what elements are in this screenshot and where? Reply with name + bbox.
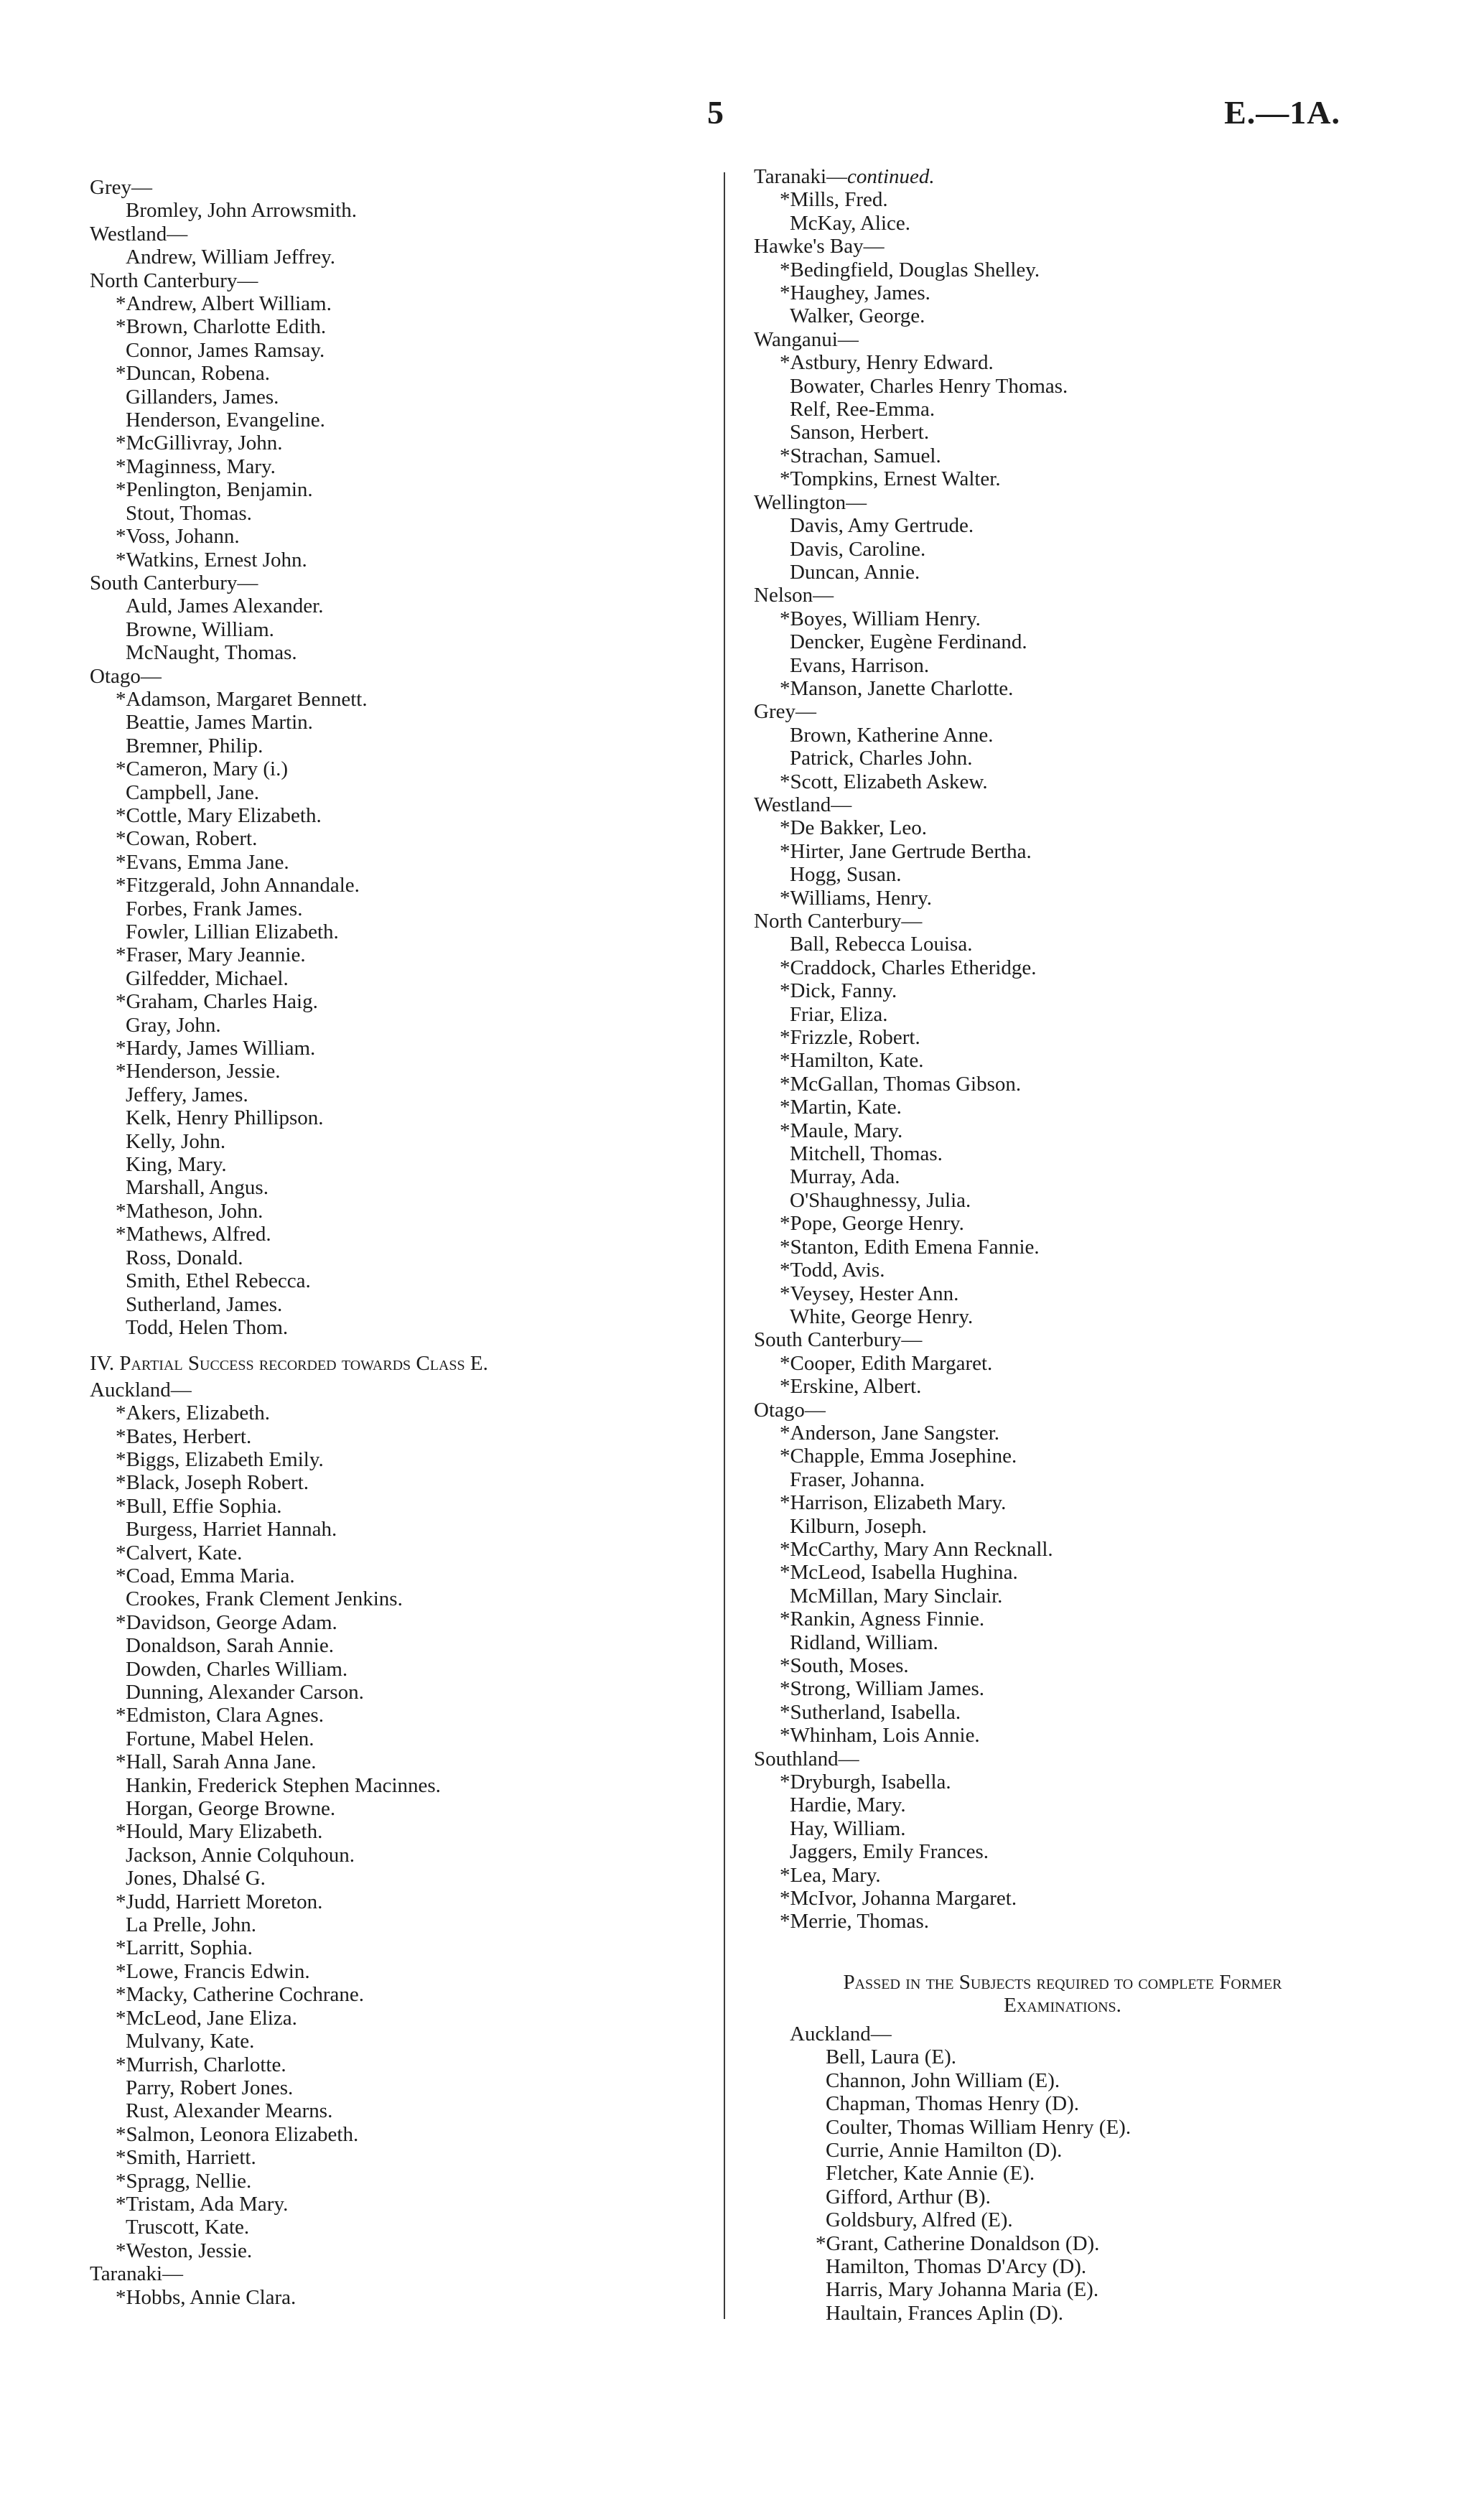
section-iv-numeral: IV. — [90, 1352, 115, 1376]
list-item: Horgan, George Browne. — [126, 1797, 336, 1821]
region-heading — [754, 1399, 1400, 1422]
list-item: Harris, Mary Johanna Maria (E). — [826, 2278, 1099, 2302]
list-item: *Astbury, Henry Edward. — [780, 351, 994, 375]
region-heading — [754, 1328, 1400, 1351]
list-item: *Tristam, Ada Mary. — [116, 2192, 289, 2216]
list-item: *Manson, Janette Charlotte. — [780, 676, 1014, 700]
document-code: E.—1A. — [1224, 94, 1340, 131]
region-heading — [90, 665, 722, 688]
list-item: *Andrew, Albert William. — [116, 292, 332, 316]
list-item: Smith, Ethel Rebecca. — [126, 1269, 311, 1293]
list-item: *Hobbs, Annie Clara. — [116, 2285, 297, 2309]
list-item: *Merrie, Thomas. — [780, 1910, 930, 1933]
list-item: McKay, Alice. — [790, 211, 911, 235]
list-item: *Lowe, Francis Edwin. — [116, 1959, 310, 1983]
region-continued-label: continued. — [847, 165, 935, 188]
list-item: Dowden, Charles William. — [126, 1657, 348, 1681]
list-item: *Anderson, Jane Sangster. — [780, 1421, 1000, 1445]
list-item: Mitchell, Thomas. — [790, 1142, 943, 1166]
list-item: Sanson, Herbert. — [790, 421, 930, 444]
list-item: *Larritt, Sophia. — [116, 1936, 253, 1960]
list-item: *Mathews, Alfred. — [116, 1223, 271, 1246]
list-item: White, George Henry. — [790, 1305, 974, 1328]
list-item: Stout, Thomas. — [126, 501, 252, 525]
list-item: Fletcher, Kate Annie (E). — [826, 2162, 1035, 2185]
list-item: *Fitzgerald, John Annandale. — [116, 874, 360, 897]
list-item: *Whinham, Lois Annie. — [780, 1724, 980, 1748]
list-item: Haultain, Frances Aplin (D). — [826, 2301, 1064, 2325]
list-item: Duncan, Annie. — [790, 560, 920, 584]
list-item: *Spragg, Nellie. — [116, 2169, 252, 2193]
list-item: Fortune, Mabel Helen. — [126, 1727, 314, 1750]
list-item: *Erskine, Albert. — [780, 1375, 922, 1399]
region-name: Auckland— — [790, 2022, 892, 2045]
region-name: Southland— — [754, 1747, 859, 1770]
list-item: Auld, James Alexander. — [126, 594, 324, 618]
region-name: Grey— — [90, 176, 152, 199]
list-item: *McGillivray, John. — [116, 431, 283, 455]
list-item: *Veysey, Hester Ann. — [780, 1282, 959, 1305]
region-heading — [754, 491, 1400, 514]
right-column — [754, 165, 1400, 2325]
list-item: *Strong, William James. — [780, 1677, 985, 1701]
region-heading — [90, 2262, 722, 2285]
list-item: *Henderson, Jessie. — [116, 1060, 281, 1083]
region-heading — [90, 176, 722, 199]
region-name: Westland— — [754, 793, 852, 816]
list-item: Patrick, Charles John. — [790, 747, 973, 770]
list-item: O'Shaughnessy, Julia. — [790, 1188, 971, 1212]
list-item: *Voss, Johann. — [116, 525, 240, 549]
list-item: *Hardy, James William. — [116, 1037, 316, 1060]
list-item: *McLeod, Isabella Hughina. — [780, 1561, 1018, 1585]
left-column — [90, 176, 722, 2309]
list-item: *Weston, Jessie. — [116, 2239, 253, 2262]
list-item: Browne, William. — [126, 617, 274, 641]
region-heading — [754, 910, 1400, 933]
list-item: Burgess, Harriet Hannah. — [126, 1518, 337, 1541]
list-item: Truscott, Kate. — [126, 2216, 250, 2239]
section-iv-groups — [90, 1378, 722, 2309]
list-item: *Cameron, Mary (i.) — [116, 757, 288, 781]
list-item: Rust, Alexander Mearns. — [126, 2099, 333, 2123]
list-item: Hankin, Frederick Stephen Macinnes. — [126, 1773, 441, 1797]
list-item: *Adamson, Margaret Bennett. — [116, 687, 368, 711]
region-name: Westland— — [90, 222, 188, 246]
list-item: *Dryburgh, Isabella. — [780, 1770, 951, 1794]
right-groups — [754, 165, 1400, 1933]
list-item: Bowater, Charles Henry Thomas. — [790, 374, 1068, 398]
list-item: Murray, Ada. — [790, 1165, 900, 1189]
list-item: Donaldson, Sarah Annie. — [126, 1634, 334, 1658]
list-item: La Prelle, John. — [126, 1913, 257, 1937]
list-item: *Pope, George Henry. — [780, 1212, 964, 1236]
left-groups — [90, 176, 722, 1339]
list-item: Kelly, John. — [126, 1129, 226, 1153]
list-item: *Mills, Fred. — [780, 188, 888, 212]
list-item: Bromley, John Arrowsmith. — [126, 199, 357, 223]
former-exams-heading — [754, 1971, 1371, 2017]
list-item: Brown, Katherine Anne. — [790, 723, 994, 747]
list-item: Channon, John William (E). — [826, 2068, 1060, 2092]
list-item: *Boyes, William Henry. — [780, 607, 981, 630]
list-item: *Haughey, James. — [780, 281, 930, 305]
list-item: *Akers, Elizabeth. — [116, 1401, 271, 1425]
page-number: 5 — [707, 94, 724, 131]
list-item: *Penlington, Benjamin. — [116, 478, 313, 502]
list-item: *South, Moses. — [780, 1654, 909, 1677]
list-item: Ball, Rebecca Louisa. — [790, 933, 973, 956]
list-item: Henderson, Evangeline. — [126, 409, 325, 432]
list-item: *Scott, Elizabeth Askew. — [780, 770, 988, 793]
list-item: *Calvert, Kate. — [116, 1541, 243, 1564]
list-item: *Todd, Avis. — [780, 1259, 885, 1282]
region-heading — [90, 269, 722, 292]
list-item: Walker, George. — [790, 304, 925, 328]
region-heading — [754, 235, 1400, 258]
list-item: Davis, Caroline. — [790, 537, 926, 561]
region-heading — [754, 165, 1400, 188]
list-item: Sutherland, James. — [126, 1292, 283, 1316]
list-item: Campbell, Jane. — [126, 780, 260, 804]
list-item: *Murrish, Charlotte. — [116, 2053, 286, 2076]
list-item: *Judd, Harriett Moreton. — [116, 1890, 323, 1913]
former-exams-title-line2: Examinations. — [1004, 1993, 1121, 2017]
list-item: Mulvany, Kate. — [126, 2030, 255, 2053]
list-item: Friar, Eliza. — [790, 1002, 888, 1026]
list-item: *Craddock, Charles Etheridge. — [780, 956, 1037, 979]
region-heading — [90, 223, 722, 246]
list-item: *Harrison, Elizabeth Mary. — [780, 1491, 1007, 1515]
region-heading — [754, 793, 1400, 816]
list-item: Todd, Helen Thom. — [126, 1315, 289, 1339]
region-heading — [90, 571, 722, 594]
list-item: Evans, Harrison. — [790, 653, 930, 677]
region-heading — [754, 700, 1400, 723]
list-item: *Davidson, George Adam. — [116, 1610, 337, 1634]
region-name: North Canterbury— — [90, 269, 258, 292]
column-divider — [724, 172, 725, 2319]
list-item: *Bedingfield, Douglas Shelley. — [780, 258, 1040, 281]
list-item: *Tompkins, Ernest Walter. — [780, 467, 1001, 491]
former-exams-groups — [754, 2023, 1400, 2325]
list-item: Ross, Donald. — [126, 1246, 243, 1269]
list-item: *Maginness, Mary. — [116, 454, 276, 478]
region-name: Wanganui— — [754, 327, 859, 351]
list-item: *Sutherland, Isabella. — [780, 1700, 961, 1724]
region-name: Wellington— — [754, 490, 867, 514]
list-item: *Duncan, Robena. — [116, 362, 271, 386]
list-item: *Edmiston, Clara Agnes. — [116, 1704, 324, 1727]
list-item: Dunning, Alexander Carson. — [126, 1681, 364, 1704]
list-item: Chapman, Thomas Henry (D). — [826, 2092, 1080, 2116]
list-item: *Salmon, Leonora Elizabeth. — [116, 2122, 359, 2146]
list-item: Dencker, Eugène Ferdinand. — [790, 630, 1027, 654]
list-item: *Dick, Fanny. — [780, 979, 897, 1003]
list-item: Coulter, Thomas William Henry (E). — [826, 2115, 1131, 2139]
list-item: *Fraser, Mary Jeannie. — [116, 943, 306, 967]
list-item: Fowler, Lillian Elizabeth. — [126, 920, 339, 943]
region-heading — [754, 2023, 1400, 2045]
list-item: Beattie, James Martin. — [126, 711, 313, 734]
list-item: McNaught, Thomas. — [126, 641, 297, 665]
list-item: *Cottle, Mary Elizabeth. — [116, 803, 322, 827]
list-item: *Evans, Emma Jane. — [116, 850, 289, 874]
list-item: Gifford, Arthur (B). — [826, 2185, 991, 2208]
list-item: *Macky, Catherine Cochrane. — [116, 1983, 364, 2007]
region-name: South Canterbury— — [90, 571, 258, 594]
list-item: *Cowan, Robert. — [116, 827, 258, 851]
list-item: Currie, Annie Hamilton (D). — [826, 2138, 1063, 2162]
list-item: *Black, Joseph Robert. — [116, 1471, 309, 1495]
list-item: *Matheson, John. — [116, 1199, 263, 1223]
list-item: Hay, William. — [790, 1816, 906, 1840]
region-heading — [754, 328, 1400, 351]
list-item: Connor, James Ramsay. — [126, 338, 325, 362]
list-item: *Bates, Herbert. — [116, 1424, 252, 1448]
list-item: Jackson, Annie Colquhoun. — [126, 1843, 355, 1867]
list-item: *Graham, Charles Haig. — [116, 990, 318, 1014]
list-item: Hogg, Susan. — [790, 863, 902, 887]
list-item: *Hirter, Jane Gertrude Bertha. — [780, 839, 1032, 863]
section-iv-title: Partial Success recorded towards Class E. — [119, 1352, 488, 1376]
list-item: Parry, Robert Jones. — [126, 2076, 294, 2099]
list-item: Fraser, Johanna. — [790, 1468, 925, 1491]
list-item: Goldsbury, Alfred (E). — [826, 2208, 1013, 2232]
list-item: Kilburn, Joseph. — [790, 1514, 927, 1538]
list-item: Bell, Laura (E). — [826, 2045, 956, 2069]
list-item: Gillanders, James. — [126, 385, 279, 409]
list-item: *Frizzle, Robert. — [780, 1026, 920, 1050]
list-item: Andrew, William Jeffrey. — [126, 246, 335, 269]
list-item: *Maule, Mary. — [780, 1119, 903, 1142]
list-item: *Williams, Henry. — [780, 886, 932, 910]
list-item: *Hall, Sarah Anna Jane. — [116, 1750, 317, 1774]
list-item: *Hamilton, Kate. — [780, 1049, 924, 1073]
list-item: *McIvor, Johanna Margaret. — [780, 1887, 1017, 1911]
list-item: Gray, John. — [126, 1013, 221, 1037]
list-item: *Smith, Harriett. — [116, 2146, 256, 2170]
list-item: Gilfedder, Michael. — [126, 966, 289, 990]
former-exams-title-line1: Passed in the Subjects required to complete Former — [843, 1970, 1282, 1994]
list-item: Hamilton, Thomas D'Arcy (D). — [826, 2254, 1087, 2278]
list-item: Bremner, Philip. — [126, 734, 263, 757]
list-item: Davis, Amy Gertrude. — [790, 514, 974, 538]
list-item: *Brown, Charlotte Edith. — [116, 315, 327, 339]
region-name: Hawke's Bay— — [754, 235, 885, 258]
list-item: McMillan, Mary Sinclair. — [790, 1584, 1003, 1608]
list-item: *De Bakker, Leo. — [780, 816, 927, 840]
region-name: Taranaki— — [754, 165, 848, 188]
region-heading — [754, 584, 1400, 607]
list-item: *McLeod, Jane Eliza. — [116, 2006, 297, 2030]
list-item: *Martin, Kate. — [780, 1096, 902, 1119]
region-heading — [754, 1748, 1400, 1770]
list-item: *Coad, Emma Maria. — [116, 1564, 295, 1587]
list-item: Kelk, Henry Phillipson. — [126, 1106, 324, 1130]
list-item: Ridland, William. — [790, 1630, 938, 1654]
list-item: *Chapple, Emma Josephine. — [780, 1445, 1017, 1468]
list-item: Forbes, Frank James. — [126, 897, 303, 920]
region-name: North Canterbury— — [754, 910, 923, 933]
list-item: *Bull, Effie Sophia. — [116, 1494, 282, 1518]
region-name: Otago— — [754, 1398, 826, 1422]
region-name: South Canterbury— — [754, 1328, 923, 1352]
region-name: Auckland— — [90, 1378, 192, 1401]
list-item: Crookes, Frank Clement Jenkins. — [126, 1587, 403, 1611]
list-item: *McCarthy, Mary Ann Recknall. — [780, 1537, 1053, 1561]
list-item: Relf, Ree-Emma. — [790, 398, 935, 421]
list-item: Jeffery, James. — [126, 1083, 248, 1106]
region-name: Grey— — [754, 700, 816, 724]
list-item: *Lea, Mary. — [780, 1863, 881, 1887]
list-item: Jones, Dhalsé G. — [126, 1867, 266, 1890]
list-item: Hardie, Mary. — [790, 1793, 906, 1817]
list-item: *Rankin, Agness Finnie. — [780, 1608, 985, 1631]
list-item: *Stanton, Edith Emena Fannie. — [780, 1235, 1040, 1259]
list-item: *Hould, Mary Elizabeth. — [116, 1820, 323, 1844]
region-name: Taranaki— — [90, 2262, 184, 2286]
list-item: Marshall, Angus. — [126, 1176, 269, 1200]
list-item: *Grant, Catherine Donaldson (D). — [816, 2231, 1100, 2255]
list-item: *McGallan, Thomas Gibson. — [780, 1072, 1022, 1096]
section-iv-heading — [90, 1352, 722, 1375]
region-name: Nelson— — [754, 584, 834, 607]
list-item: *Biggs, Elizabeth Emily. — [116, 1447, 324, 1471]
list-item: Jaggers, Emily Frances. — [790, 1840, 989, 1864]
region-heading — [90, 1378, 722, 1401]
list-item: *Cooper, Edith Margaret. — [780, 1351, 993, 1375]
list-item: *Watkins, Ernest John. — [116, 548, 307, 571]
list-item: King, Mary. — [126, 1153, 227, 1177]
list-item: *Strachan, Samuel. — [780, 444, 941, 467]
region-name: Otago— — [90, 664, 162, 688]
